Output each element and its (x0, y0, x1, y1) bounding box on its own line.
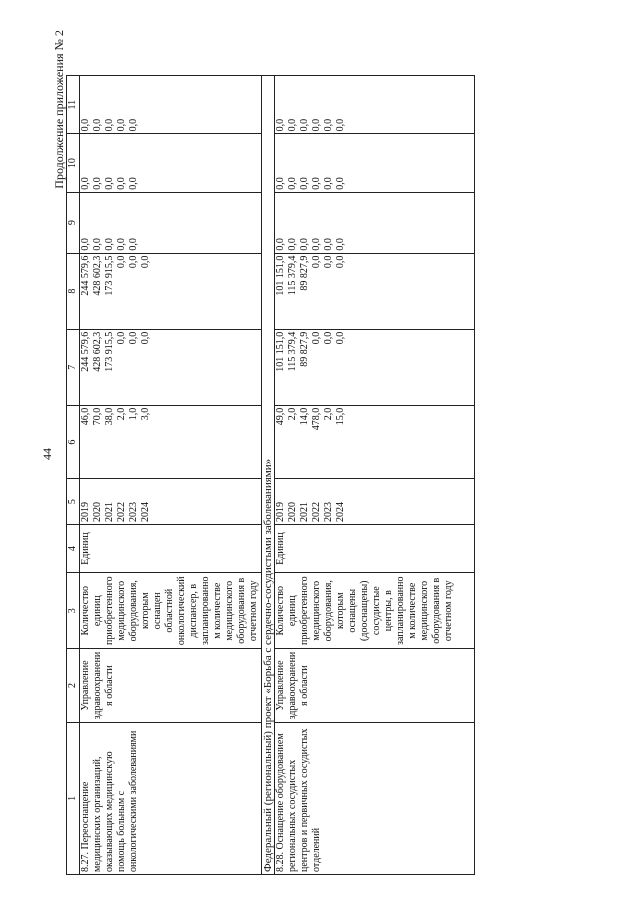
value-cell: 0,0 (335, 238, 346, 251)
measure-title: 8.27. Переоснащение медицинских организаций, оказывающих медицинскую помощь больным с онкологическими заболеваниями (80, 722, 262, 874)
year: 2019 (80, 501, 91, 522)
year: 2022 (116, 501, 127, 522)
value-cell: 0,0 (323, 118, 334, 132)
funding-source-8 (80, 253, 262, 329)
indicator-name: Количество единиц приобретенного медицинского оборудования, которым оснащены (дооснащены) сосудистые центры, в запланированном количестве медицинского оборудования в отчетном году (275, 573, 475, 649)
value-cell: 0,0 (335, 331, 346, 345)
value-cell: 89 827,9 (299, 255, 310, 291)
value-cell: 0,0 (275, 177, 286, 190)
value-cell: 101 151,0 (275, 255, 286, 296)
responsible-body: Управление здравоохранения области (80, 649, 262, 723)
value-cell: 0,0 (140, 255, 151, 269)
value-cell: 0,0 (128, 255, 139, 269)
value-cell: 0,0 (287, 118, 298, 132)
year: 2021 (299, 501, 310, 522)
col-header-4: 4 (67, 524, 80, 572)
year: 2022 (311, 501, 322, 522)
year: 2020 (287, 501, 298, 522)
value-cell: 0,0 (104, 177, 115, 190)
indicator-values (80, 405, 262, 479)
col-header-3: 3 (67, 573, 80, 649)
value-cell: 478,0 (311, 407, 322, 431)
value-cell: 0,0 (275, 238, 286, 251)
value-cell: 101 151,0 (275, 331, 286, 372)
year: 2021 (104, 501, 115, 522)
value-cell: 173 915,5 (104, 331, 115, 372)
value-cell: 0,0 (335, 255, 346, 269)
year: 2020 (92, 501, 103, 522)
value-cell: 0,0 (116, 177, 127, 190)
value-cell: 49,0 (275, 407, 286, 426)
value-cell: 0,0 (92, 238, 103, 251)
funding-source-9 (275, 192, 475, 253)
value-cell: 0,0 (323, 331, 334, 345)
value-cell: 0,0 (323, 238, 334, 251)
value-cell: 0,0 (311, 255, 322, 269)
value-cell: 3,0 (140, 407, 151, 421)
year: 2023 (323, 501, 334, 522)
years-list (80, 479, 262, 525)
value-cell: 0,0 (311, 177, 322, 190)
value-cell: 0,0 (287, 238, 298, 251)
value-cell: 0,0 (104, 238, 115, 251)
value-cell: 244 579,6 (80, 331, 91, 372)
funding-total (80, 329, 262, 405)
value-cell: 115 379,4 (287, 255, 298, 296)
value-cell: 0,0 (128, 177, 139, 190)
col-header-8: 8 (67, 253, 80, 329)
value-cell: 0,0 (323, 177, 334, 190)
value-cell: 0,0 (80, 238, 91, 251)
col-header-5: 5 (67, 479, 80, 525)
indicator-values (275, 405, 475, 479)
page-number: 44 (40, 448, 54, 460)
unit-of-measure: Единиц (275, 524, 475, 572)
value-cell: 1,0 (128, 407, 139, 421)
section-title: Федеральный (региональный) проект «Борьба с сердечно-сосудистыми заболеваниями» (262, 76, 275, 875)
value-cell: 0,0 (287, 177, 298, 190)
value-cell: 0,0 (335, 118, 346, 132)
year: 2024 (140, 501, 151, 522)
funding-source-9 (80, 192, 262, 253)
value-cell: 0,0 (128, 238, 139, 251)
value-cell: 0,0 (311, 238, 322, 251)
value-cell: 46,0 (80, 407, 91, 426)
funding-source-11 (80, 76, 262, 134)
value-cell: 89 827,9 (299, 331, 310, 367)
year: 2019 (275, 501, 286, 522)
value-cell: 2,0 (287, 407, 298, 421)
program-table (66, 75, 475, 875)
funding-total (275, 329, 475, 405)
value-cell: 0,0 (92, 118, 103, 132)
unit-of-measure: Единиц (80, 524, 262, 572)
col-header-9: 9 (67, 192, 80, 253)
section-title-row (262, 76, 275, 875)
value-cell: 115 379,4 (287, 331, 298, 372)
value-cell: 244 579,6 (80, 255, 91, 296)
value-cell: 0,0 (299, 238, 310, 251)
column-number-row (67, 76, 80, 875)
value-cell: 0,0 (80, 118, 91, 132)
value-cell: 0,0 (311, 118, 322, 132)
value-cell: 0,0 (92, 177, 103, 190)
value-cell: 0,0 (275, 118, 286, 132)
value-cell: 0,0 (116, 118, 127, 132)
value-cell: 14,0 (299, 407, 310, 426)
value-cell: 15,0 (335, 407, 346, 426)
funding-source-10 (275, 134, 475, 192)
year: 2023 (128, 501, 139, 522)
value-cell: 2,0 (116, 407, 127, 421)
col-header-1: 1 (67, 722, 80, 874)
col-header-7: 7 (67, 329, 80, 405)
table-row (275, 76, 475, 875)
value-cell: 428 602,3 (92, 331, 103, 372)
value-cell: 0,0 (80, 177, 91, 190)
value-cell: 173 915,5 (104, 255, 115, 296)
value-cell: 38,0 (104, 407, 115, 426)
responsible-body: Управление здравоохранения области (275, 649, 475, 723)
indicator-name: Количество единиц приобретенного медицинского оборудования, которым оснащен областной онкологический диспансер, в запланированном количестве медицинского оборудования в отчетном году (80, 573, 262, 649)
col-header-6: 6 (67, 405, 80, 479)
value-cell: 2,0 (323, 407, 334, 421)
funding-source-8 (275, 253, 475, 329)
value-cell: 0,0 (323, 255, 334, 269)
value-cell: 0,0 (128, 118, 139, 132)
value-cell: 0,0 (116, 255, 127, 269)
value-cell: 0,0 (311, 331, 322, 345)
value-cell: 0,0 (116, 238, 127, 251)
funding-source-10 (80, 134, 262, 192)
measure-title: 8.28. Оснащение оборудованием региональных сосудистых центров и первичных сосудистых отделений (275, 722, 475, 874)
years-list (275, 479, 475, 525)
col-header-10: 10 (67, 134, 80, 192)
value-cell: 0,0 (140, 331, 151, 345)
value-cell: 0,0 (104, 118, 115, 132)
col-header-11: 11 (67, 76, 80, 134)
value-cell: 428 602,3 (92, 255, 103, 296)
value-cell: 0,0 (116, 331, 127, 345)
table-row (80, 76, 262, 875)
value-cell: 0,0 (335, 177, 346, 190)
value-cell: 0,0 (299, 177, 310, 190)
continuation-caption: Продолжение приложения № 2 (52, 30, 66, 189)
col-header-2: 2 (67, 649, 80, 723)
funding-source-11 (275, 76, 475, 134)
year: 2024 (335, 501, 346, 522)
value-cell: 70,0 (92, 407, 103, 426)
value-cell: 0,0 (128, 331, 139, 345)
value-cell: 0,0 (299, 118, 310, 132)
